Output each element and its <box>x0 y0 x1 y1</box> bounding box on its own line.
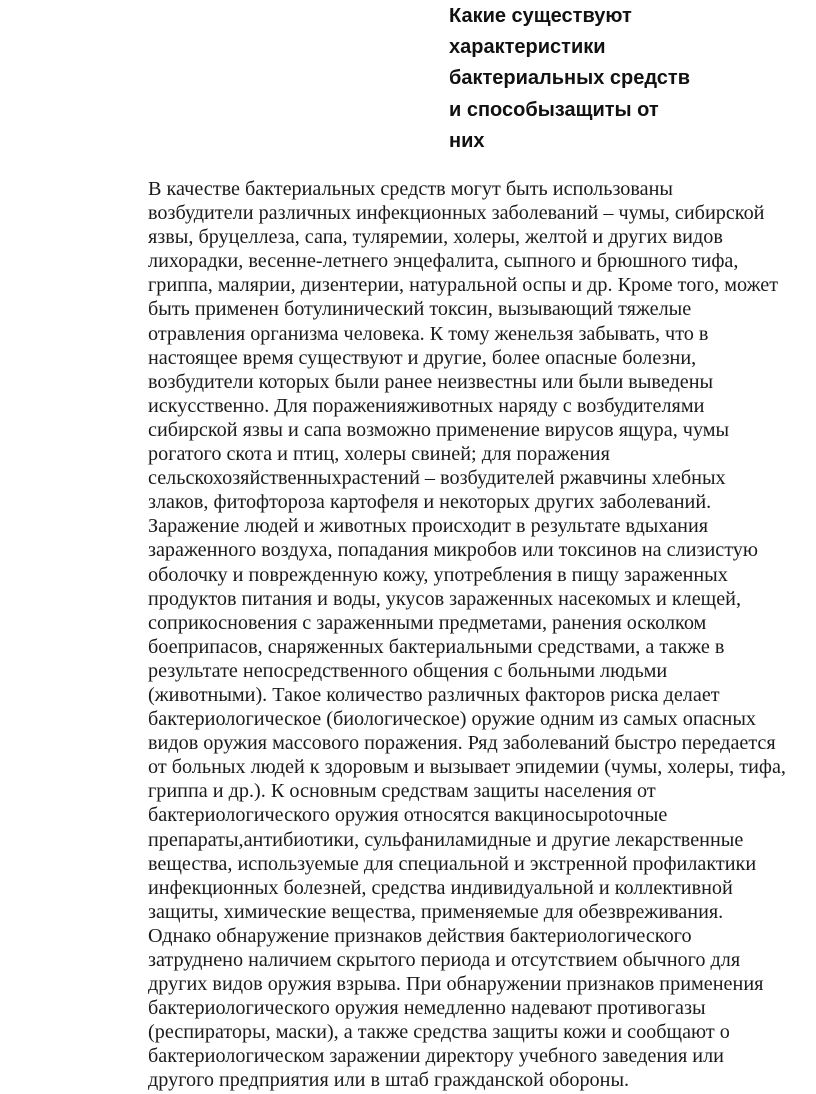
text-line: возбудители которых были ранее неизвестны или были выведены <box>148 370 714 393</box>
title-line: и способызащиты от <box>449 98 659 121</box>
text-line: (животными). Такое количество различных факторов риска делает <box>148 683 720 706</box>
text-line: В качестве бактериальных средств могут быть использованы <box>148 178 673 200</box>
title-line: характеристики <box>449 36 606 59</box>
text-line: быть применен ботулинический токсин, вызывающий тяжелые <box>148 298 692 321</box>
text-line: от больных людей к здоровым и вызывает эпидемии (чумы, холеры, тифа, <box>148 756 786 779</box>
text-line: настоящее время существуют и другие, более опасные болезни, <box>148 346 697 369</box>
text-line: бактериологическое (биологическое) оружие одним из самых опасных <box>148 708 757 731</box>
title-line: бактериальных средств <box>449 67 690 90</box>
text-line: видов оружия массового поражения. Ряд заболеваний быстро передается <box>148 732 776 755</box>
text-line: продуктов питания и воды, укусов зараженных насекомых и клещей, <box>148 587 742 610</box>
text-line: инфекционных болезней, средства индивидуальной и коллективной <box>148 876 733 899</box>
text-line: гриппа и др.). К основным средствам защиты населения от <box>148 780 656 803</box>
text-line: гриппа, малярии, дизентерии, натуральной оспы и др. Кроме того, может <box>148 274 779 297</box>
text-line: рогатого скота и птиц, холеры свиней; для поражения <box>148 443 610 466</box>
text-line: результате непосредственного общения с больными людьми <box>148 659 668 682</box>
text-line: искусственно. Для пораженияживотных наряду с возбудителями <box>148 394 705 417</box>
title-line: них <box>449 129 485 152</box>
text-line: бактериологического оружия немедленно надевают противогазы <box>148 997 706 1020</box>
text-line: возбудители различных инфекционных заболеваний – чумы, сибирской <box>148 202 765 225</box>
text-line: (респираторы, маски), а также средства защиты кожи и сообщают о <box>148 1021 730 1044</box>
text-line: другого предприятия или в штаб гражданской обороны. <box>148 1069 630 1092</box>
text-line: затруднено наличием скрытого периода и отсутствием обычного для <box>148 949 741 971</box>
text-line: Заражение людей и животных происходит в результате вдыхания <box>148 515 709 538</box>
text-line: сельскохозяйственныхрастений – возбудителей ржавчины хлебных <box>148 467 726 490</box>
text-line: зараженного воздуха, попадания микробов или токсинов на слизистую <box>148 539 758 562</box>
text-line: защиты, химические вещества, применяемые для обезвреживания. <box>148 900 724 923</box>
text-line: лихорадки, весенне-летнего энцефалита, сыпного и брюшного тифа, <box>148 250 739 273</box>
text-line: бактериологического оружия относятся вакциносыpotoчные <box>148 804 668 827</box>
text-line: бактериологическом заражении директору учебного заведения или <box>148 1045 724 1068</box>
text-line: соприкосновения с зараженными предметами, ранения осколком <box>148 611 707 634</box>
title-line: Какие существуют <box>449 5 632 27</box>
text-line: оболочку и поврежденную кожу, употребления в пищу зараженных <box>148 563 728 586</box>
text-line: препараты,антибиотики, сульфаниламидные и другие лекарственные <box>148 828 744 851</box>
page-title <box>449 1 749 157</box>
text-line: язвы, бруцеллеза, сапа, туляремии, холеры, желтой и других видов <box>148 226 723 249</box>
text-line: отравления организма человека. К тому женельзя забывать, что в <box>148 322 709 345</box>
text-line: боеприпасов, снаряженных бактериальными средствами, а также в <box>148 635 725 658</box>
text-line: сибирской язвы и сапа возможно применение вирусов ящура, чумы <box>148 418 730 441</box>
text-line: других видов оружия взрыва. При обнаружении признаков применения <box>148 973 764 996</box>
text-line: Однако обнаружение признаков действия бактериологического <box>148 924 692 947</box>
text-line: вещества, используемые для специальной и экстренной профилактики <box>148 852 757 875</box>
text-line: злаков, фитофтороза картофеля и некоторых других заболеваний. <box>148 491 712 514</box>
body-paragraph <box>148 177 816 1093</box>
